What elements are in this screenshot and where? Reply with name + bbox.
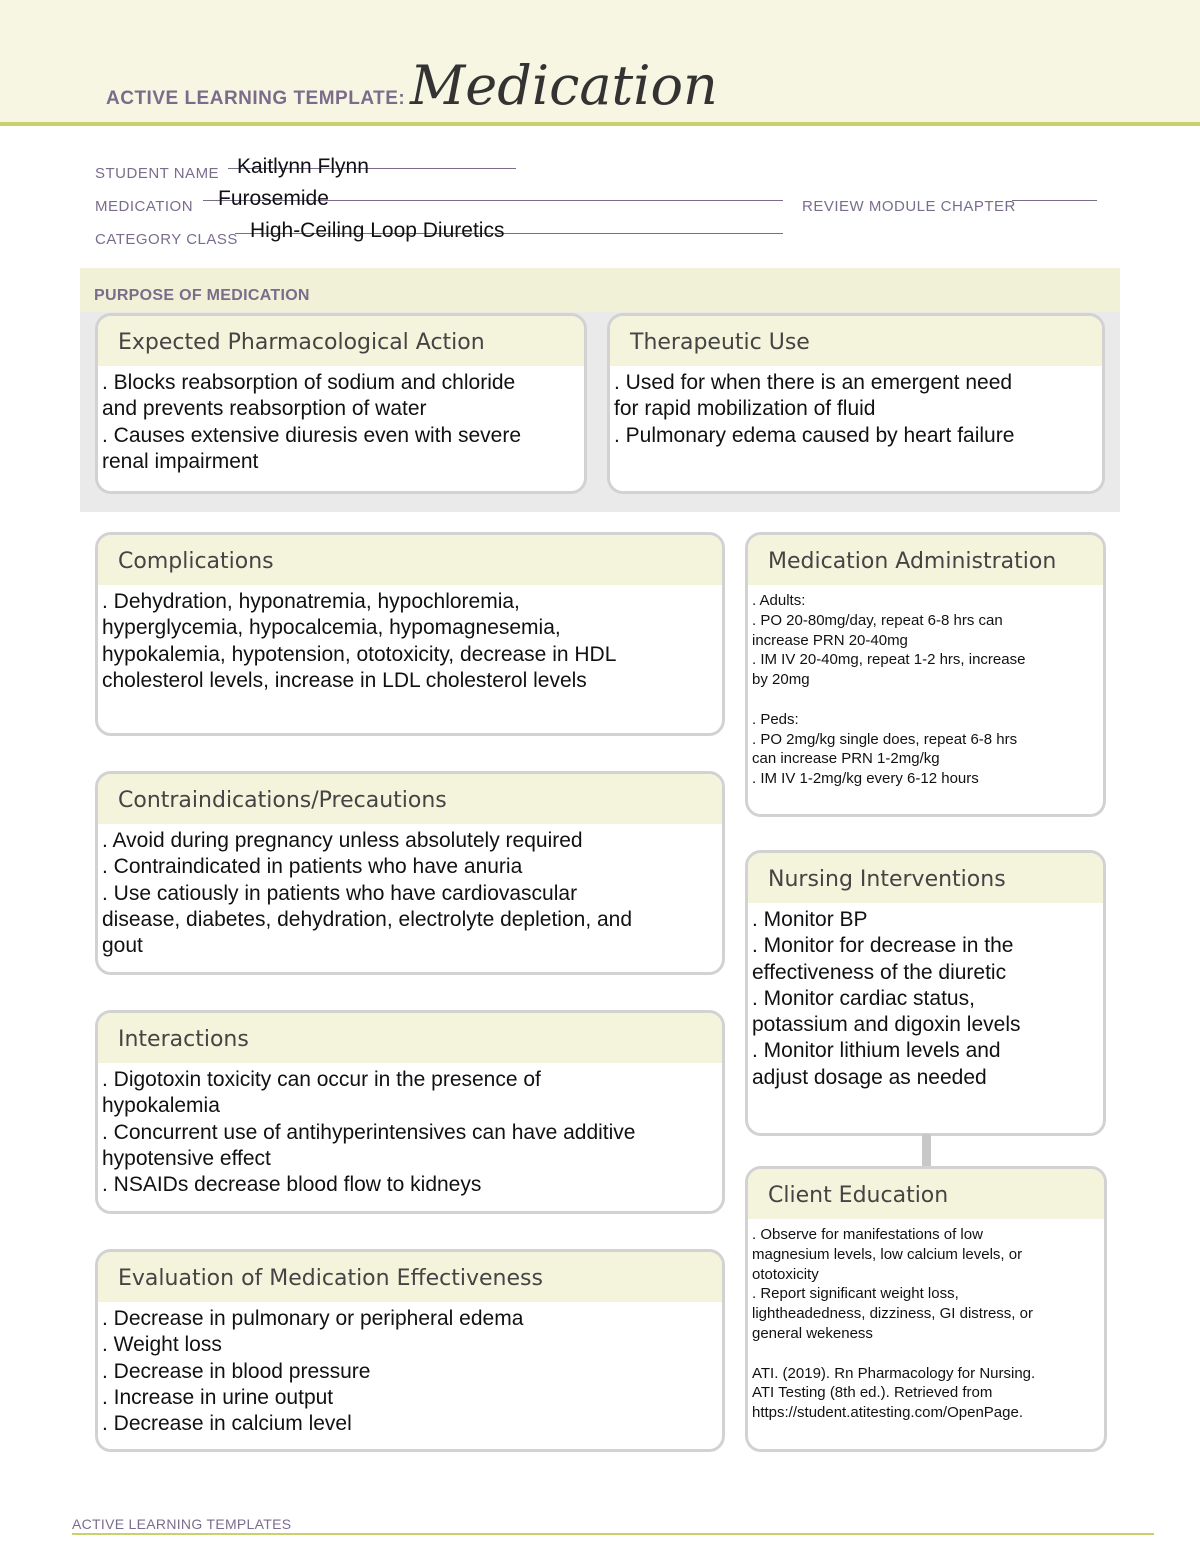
contraindications-line: . Avoid during pregnancy unless absolutely required: [102, 829, 583, 852]
administration-line: by 20mg: [752, 671, 810, 689]
client-education-title: Client Education: [748, 1169, 1104, 1219]
template-label: ACTIVE LEARNING TEMPLATE:: [106, 88, 406, 109]
complications-line: . Dehydration, hyponatremia, hypochloremia,: [102, 590, 520, 613]
purpose-label: PURPOSE OF MEDICATION: [94, 287, 310, 304]
administration-line: . Adults:: [752, 592, 806, 609]
category-class-label: CATEGORY CLASS: [95, 231, 238, 248]
page-title: Medication: [410, 54, 718, 117]
client-education-body[interactable]: [748, 1219, 1104, 1423]
complications-line: hyperglycemia, hypocalcemia, hypomagnesemia,: [102, 616, 561, 640]
therapeutic-use-line: . Pulmonary edema caused by heart failure: [614, 423, 1015, 447]
nursing-interventions-line: effectiveness of the diuretic: [752, 960, 1007, 984]
footer-rule: [72, 1533, 1154, 1535]
interactions-line: . Digotoxin toxicity can occur in the presence of: [102, 1068, 541, 1091]
complications-box: [95, 532, 725, 736]
medication-administration-box: [745, 532, 1106, 817]
administration-line: . IM IV 20-40mg, repeat 1-2 hrs, increase: [752, 651, 1026, 669]
medication-administration-body[interactable]: [748, 585, 1103, 789]
medication-administration-title: Medication Administration: [748, 535, 1103, 585]
evaluation-line: . Decrease in blood pressure: [102, 1359, 371, 1383]
client-education-spacer: [752, 1344, 1096, 1364]
therapeutic-use-line: for rapid mobilization of fluid: [614, 397, 876, 421]
therapeutic-use-line: . Used for when there is an emergent need: [614, 371, 1013, 394]
contraindications-line: gout: [102, 934, 143, 958]
contraindications-body[interactable]: [98, 824, 722, 959]
expected-action-body[interactable]: [98, 366, 584, 475]
student-name-field[interactable]: Kaitlynn Flynn: [237, 155, 369, 178]
header-rule: [0, 122, 1200, 126]
interactions-line: hypotensive effect: [102, 1146, 271, 1170]
box-connector: [922, 1134, 931, 1168]
student-name-label: STUDENT NAME: [95, 165, 220, 182]
contraindications-line: disease, diabetes, dehydration, electrolyte depletion, and: [102, 907, 633, 931]
nursing-interventions-line: adjust dosage as needed: [752, 1065, 987, 1089]
therapeutic-use-body[interactable]: [610, 366, 1102, 449]
client-education-line: lightheadedness, dizziness, GI distress, or: [752, 1305, 1033, 1323]
nursing-interventions-line: . Monitor cardiac status,: [752, 986, 975, 1010]
evaluation-body[interactable]: [98, 1302, 722, 1437]
expected-action-title: Expected Pharmacological Action: [98, 316, 584, 366]
nursing-interventions-body[interactable]: [748, 903, 1103, 1091]
complications-title: Complications: [98, 535, 722, 585]
review-module-label: REVIEW MODULE CHAPTER: [802, 198, 1016, 215]
therapeutic-use-box: [607, 313, 1105, 494]
client-education-line: ototoxicity: [752, 1265, 819, 1283]
contraindications-title: Contraindications/Precautions: [98, 774, 722, 824]
contraindications-box: [95, 771, 725, 975]
interactions-line: . NSAIDs decrease blood flow to kidneys: [102, 1173, 482, 1197]
nursing-interventions-line: potassium and digoxin levels: [752, 1013, 1021, 1037]
administration-line: . PO 2mg/kg single does, repeat 6-8 hrs: [752, 730, 1018, 748]
evaluation-title: Evaluation of Medication Effectiveness: [98, 1252, 722, 1302]
interactions-line: hypokalemia: [102, 1094, 220, 1118]
evaluation-line: . Weight loss: [102, 1333, 222, 1357]
interactions-title: Interactions: [98, 1013, 722, 1063]
nursing-interventions-line: . Monitor lithium levels and: [752, 1039, 1001, 1063]
administration-line: can increase PRN 1-2mg/kg: [752, 750, 940, 768]
complications-line: cholesterol levels, increase in LDL cholesterol levels: [102, 668, 587, 692]
expected-action-box: [95, 313, 587, 494]
expected-action-line: . Causes extensive diuresis even with severe: [102, 423, 522, 447]
contraindications-line: . Contraindicated in patients who have anuria: [102, 855, 523, 879]
expected-action-line: and prevents reabsorption of water: [102, 397, 427, 421]
nursing-interventions-box: [745, 850, 1106, 1136]
complications-body[interactable]: [98, 585, 722, 694]
client-education-line: . Observe for manifestations of low: [752, 1226, 983, 1243]
evaluation-box: [95, 1249, 725, 1452]
footer-label: ACTIVE LEARNING TEMPLATES: [72, 1516, 292, 1532]
administration-line: . Peds:: [752, 710, 799, 728]
nursing-interventions-line: . Monitor for decrease in the: [752, 934, 1014, 958]
complications-line: hypokalemia, hypotension, ototoxicity, decrease in HDL: [102, 642, 617, 666]
interactions-box: [95, 1010, 725, 1214]
contraindications-line: . Use catiously in patients who have cardiovascular: [102, 881, 578, 905]
interactions-body[interactable]: [98, 1063, 722, 1198]
medication-label: MEDICATION: [95, 198, 194, 215]
administration-line: . PO 20-80mg/day, repeat 6-8 hrs can: [752, 611, 1003, 629]
administration-line: increase PRN 20-40mg: [752, 631, 908, 649]
client-education-line: general wekeness: [752, 1324, 873, 1342]
category-class-field[interactable]: High-Ceiling Loop Diuretics: [250, 219, 505, 242]
review-module-underline: [1012, 200, 1097, 201]
evaluation-line: . Decrease in pulmonary or peripheral edema: [102, 1307, 524, 1330]
citation-line: ATI Testing (8th ed.). Retrieved from: [752, 1384, 993, 1402]
interactions-line: . Concurrent use of antihyperintensives can have additive: [102, 1120, 636, 1144]
expected-action-line: renal impairment: [102, 449, 259, 473]
administration-spacer: [752, 690, 1095, 710]
expected-action-line: . Blocks reabsorption of sodium and chloride: [102, 371, 516, 394]
client-education-line: magnesium levels, low calcium levels, or: [752, 1245, 1023, 1263]
citation-line: ATI. (2019). Rn Pharmacology for Nursing.: [752, 1364, 1036, 1382]
administration-line: . IM IV 1-2mg/kg every 6-12 hours: [752, 770, 979, 788]
client-education-line: . Report significant weight loss,: [752, 1285, 959, 1303]
nursing-interventions-title: Nursing Interventions: [748, 853, 1103, 903]
therapeutic-use-title: Therapeutic Use: [610, 316, 1102, 366]
nursing-interventions-line: . Monitor BP: [752, 908, 868, 931]
medication-field[interactable]: Furosemide: [218, 187, 329, 210]
client-education-box: [745, 1166, 1107, 1452]
citation-line: https://student.atitesting.com/OpenPage.: [752, 1404, 1023, 1422]
evaluation-line: . Decrease in calcium level: [102, 1412, 352, 1436]
evaluation-line: . Increase in urine output: [102, 1385, 334, 1409]
